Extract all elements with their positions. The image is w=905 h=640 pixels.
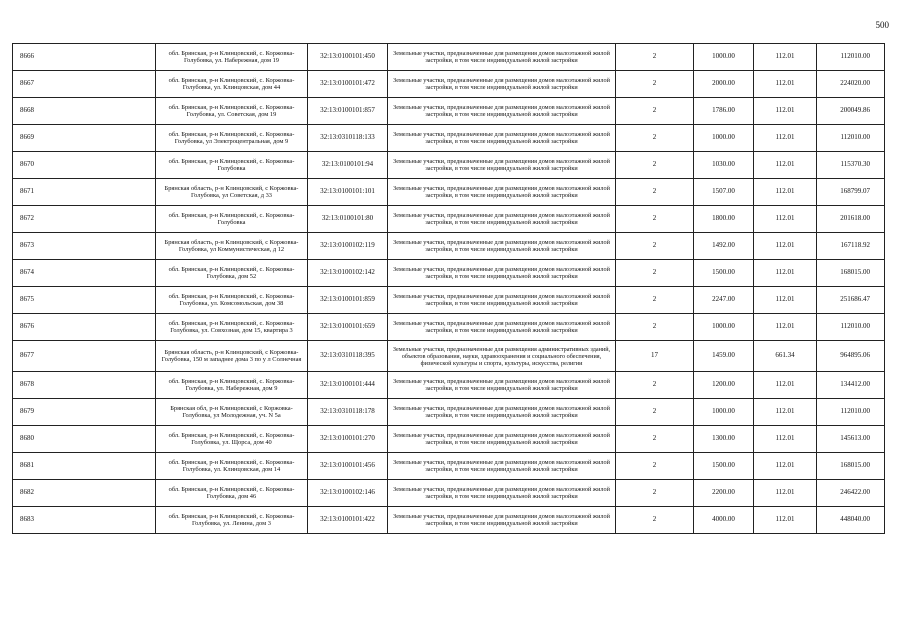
row-number: 8679 — [13, 399, 156, 426]
row-specific-value: 112.01 — [754, 399, 817, 426]
row-number: 8673 — [13, 233, 156, 260]
row-address: обл. Брянская, р-н Клинцовский, с. Коржовка-Голубовка, ул. Совхозная, дом 15, квартира 3 — [156, 314, 308, 341]
row-cadastral-number: 32:13:0100101:859 — [308, 287, 388, 314]
row-cadastral-number: 32:13:0100102:142 — [308, 260, 388, 287]
row-address: Брянская область, р-н Клинцовский, с Коржовка-Голубовка, ул Советская, д 33 — [156, 179, 308, 206]
row-number: 8667 — [13, 71, 156, 98]
row-area: 1000.00 — [694, 125, 754, 152]
row-area: 1000.00 — [694, 314, 754, 341]
table-body — [13, 44, 885, 534]
row-address: Брянская обл, р-н Клинцовский, с Коржовка-Голубовка, ул Молодежная, уч. N 5а — [156, 399, 308, 426]
row-area: 2247.00 — [694, 287, 754, 314]
row-cadastral-value: 224020.00 — [817, 71, 885, 98]
table-row — [13, 287, 885, 314]
row-area: 1459.00 — [694, 341, 754, 372]
row-number: 8674 — [13, 260, 156, 287]
row-use-group: 2 — [616, 152, 694, 179]
row-land-use: Земельные участки, предназначенные для размещения домов малоэтажной жилой застройки, в том числе индивидуальной жилой застройки — [388, 287, 616, 314]
table-row — [13, 341, 885, 372]
row-use-group: 2 — [616, 399, 694, 426]
table-row — [13, 152, 885, 179]
row-land-use: Земельные участки, предназначенные для размещения домов малоэтажной жилой застройки, в том числе индивидуальной жилой застройки — [388, 98, 616, 125]
row-cadastral-value: 168799.07 — [817, 179, 885, 206]
row-number: 8680 — [13, 426, 156, 453]
table-row — [13, 179, 885, 206]
row-area: 1800.00 — [694, 206, 754, 233]
table-row — [13, 426, 885, 453]
row-cadastral-number: 32:13:0100101:422 — [308, 507, 388, 534]
row-address: обл. Брянская, р-н Клинцовский, с. Коржовка-Голубовка, ул. Клинцовская, дом 14 — [156, 453, 308, 480]
row-cadastral-number: 32:13:0100101:80 — [308, 206, 388, 233]
row-land-use: Земельные участки, предназначенные для размещения домов малоэтажной жилой застройки, в том числе индивидуальной жилой застройки — [388, 372, 616, 399]
row-area: 1030.00 — [694, 152, 754, 179]
row-area: 1492.00 — [694, 233, 754, 260]
row-specific-value: 112.01 — [754, 260, 817, 287]
row-cadastral-number: 32:13:0100101:94 — [308, 152, 388, 179]
row-number: 8666 — [13, 44, 156, 71]
row-use-group: 17 — [616, 341, 694, 372]
row-specific-value: 112.01 — [754, 507, 817, 534]
row-address: обл. Брянская, р-н Клинцовский, с. Коржовка-Голубовка, ул. Набережная, дом 9 — [156, 372, 308, 399]
row-number: 8668 — [13, 98, 156, 125]
row-specific-value: 112.01 — [754, 314, 817, 341]
row-address: Брянская область, р-н Клинцовский, с Коржовка-Голубовка, 150 м западнее дома 3 по у л Солнечная — [156, 341, 308, 372]
row-address: обл. Брянская, р-н Клинцовский, с. Коржовка-Голубовка, дом 52 — [156, 260, 308, 287]
table-row — [13, 98, 885, 125]
row-land-use: Земельные участки, предназначенные для размещения домов малоэтажной жилой застройки, в том числе индивидуальной жилой застройки — [388, 507, 616, 534]
row-specific-value: 112.01 — [754, 372, 817, 399]
row-area: 1000.00 — [694, 399, 754, 426]
row-cadastral-value: 112010.00 — [817, 125, 885, 152]
row-number: 8678 — [13, 372, 156, 399]
row-land-use: Земельные участки, предназначенные для размещения административных зданий, объектов образования, науки, здравоохранения и социального обеспечения, физической культуры и спорта, культуры, искусства, религии — [388, 341, 616, 372]
row-cadastral-number: 32:13:0100101:450 — [308, 44, 388, 71]
row-area: 1000.00 — [694, 44, 754, 71]
row-address: обл. Брянская, р-н Клинцовский, с. Коржовка-Голубовка, ул. Ленина, дом 3 — [156, 507, 308, 534]
row-cadastral-value: 964895.06 — [817, 341, 885, 372]
row-number: 8681 — [13, 453, 156, 480]
row-specific-value: 112.01 — [754, 179, 817, 206]
row-cadastral-value: 251686.47 — [817, 287, 885, 314]
row-use-group: 2 — [616, 206, 694, 233]
table-row — [13, 44, 885, 71]
row-cadastral-value: 201618.00 — [817, 206, 885, 233]
row-land-use: Земельные участки, предназначенные для размещения домов малоэтажной жилой застройки, в том числе индивидуальной жилой застройки — [388, 426, 616, 453]
row-use-group: 2 — [616, 314, 694, 341]
table-row — [13, 314, 885, 341]
row-cadastral-value: 246422.00 — [817, 480, 885, 507]
row-area: 1300.00 — [694, 426, 754, 453]
row-use-group: 2 — [616, 426, 694, 453]
row-cadastral-value: 448040.00 — [817, 507, 885, 534]
row-land-use: Земельные участки, предназначенные для размещения домов малоэтажной жилой застройки, в том числе индивидуальной жилой застройки — [388, 44, 616, 71]
row-land-use: Земельные участки, предназначенные для размещения домов малоэтажной жилой застройки, в том числе индивидуальной жилой застройки — [388, 71, 616, 98]
row-cadastral-value: 134412.00 — [817, 372, 885, 399]
table-row — [13, 206, 885, 233]
row-use-group: 2 — [616, 98, 694, 125]
row-number: 8676 — [13, 314, 156, 341]
row-land-use: Земельные участки, предназначенные для размещения домов малоэтажной жилой застройки, в том числе индивидуальной жилой застройки — [388, 399, 616, 426]
table-row — [13, 480, 885, 507]
row-use-group: 2 — [616, 507, 694, 534]
row-land-use: Земельные участки, предназначенные для размещения домов малоэтажной жилой застройки, в том числе индивидуальной жилой застройки — [388, 152, 616, 179]
row-land-use: Земельные участки, предназначенные для размещения домов малоэтажной жилой застройки, в том числе индивидуальной жилой застройки — [388, 233, 616, 260]
row-address: обл. Брянская, р-н Клинцовский, с. Коржовка-Голубовка, дом 46 — [156, 480, 308, 507]
row-cadastral-number: 32:13:0310118:133 — [308, 125, 388, 152]
row-number: 8669 — [13, 125, 156, 152]
row-specific-value: 661.34 — [754, 341, 817, 372]
table-row — [13, 399, 885, 426]
row-specific-value: 112.01 — [754, 152, 817, 179]
page-number: 500 — [875, 20, 889, 30]
row-specific-value: 112.01 — [754, 453, 817, 480]
row-land-use: Земельные участки, предназначенные для размещения домов малоэтажной жилой застройки, в том числе индивидуальной жилой застройки — [388, 125, 616, 152]
row-land-use: Земельные участки, предназначенные для размещения домов малоэтажной жилой застройки, в том числе индивидуальной жилой застройки — [388, 179, 616, 206]
row-cadastral-number: 32:13:0100102:119 — [308, 233, 388, 260]
land-parcels-table — [12, 43, 885, 534]
row-use-group: 2 — [616, 125, 694, 152]
row-use-group: 2 — [616, 44, 694, 71]
row-address: обл. Брянская, р-н Клинцовский, с. Коржовка-Голубовка, ул. Набережная, дом 19 — [156, 44, 308, 71]
table-row — [13, 453, 885, 480]
row-cadastral-value: 145613.00 — [817, 426, 885, 453]
row-area: 4000.00 — [694, 507, 754, 534]
row-cadastral-value: 168015.00 — [817, 453, 885, 480]
row-cadastral-value: 112010.00 — [817, 44, 885, 71]
row-area: 2200.00 — [694, 480, 754, 507]
row-area: 1500.00 — [694, 453, 754, 480]
row-address: обл. Брянская, р-н Клинцовский, с. Коржовка-Голубовка, ул Электроцентральная, дом 9 — [156, 125, 308, 152]
row-specific-value: 112.01 — [754, 71, 817, 98]
row-specific-value: 112.01 — [754, 233, 817, 260]
table-row — [13, 233, 885, 260]
row-address: обл. Брянская, р-н Клинцовский, с. Коржовка-Голубовка, ул. Советская, дом 19 — [156, 98, 308, 125]
row-land-use: Земельные участки, предназначенные для размещения домов малоэтажной жилой застройки, в том числе индивидуальной жилой застройки — [388, 206, 616, 233]
row-cadastral-number: 32:13:0310118:395 — [308, 341, 388, 372]
row-cadastral-number: 32:13:0100101:456 — [308, 453, 388, 480]
row-cadastral-number: 32:13:0100101:472 — [308, 71, 388, 98]
row-number: 8682 — [13, 480, 156, 507]
row-cadastral-value: 167118.92 — [817, 233, 885, 260]
row-cadastral-number: 32:13:0100101:857 — [308, 98, 388, 125]
row-land-use: Земельные участки, предназначенные для размещения домов малоэтажной жилой застройки, в том числе индивидуальной жилой застройки — [388, 314, 616, 341]
row-use-group: 2 — [616, 287, 694, 314]
row-cadastral-value: 112010.00 — [817, 314, 885, 341]
row-number: 8675 — [13, 287, 156, 314]
row-number: 8683 — [13, 507, 156, 534]
row-cadastral-number: 32:13:0100101:101 — [308, 179, 388, 206]
row-specific-value: 112.01 — [754, 426, 817, 453]
table-row — [13, 372, 885, 399]
row-cadastral-value: 168015.00 — [817, 260, 885, 287]
row-area: 1786.00 — [694, 98, 754, 125]
table-row — [13, 125, 885, 152]
row-cadastral-value: 115370.30 — [817, 152, 885, 179]
row-address: обл. Брянская, р-н Клинцовский, с. Коржовка-Голубовка, ул. Щорса, дом 40 — [156, 426, 308, 453]
row-specific-value: 112.01 — [754, 98, 817, 125]
row-number: 8670 — [13, 152, 156, 179]
row-use-group: 2 — [616, 372, 694, 399]
row-specific-value: 112.01 — [754, 480, 817, 507]
row-cadastral-number: 32:13:0100102:146 — [308, 480, 388, 507]
row-address: обл. Брянская, р-н Клинцовский, с. Коржовка-Голубовка, ул. Клинцовская, дом 44 — [156, 71, 308, 98]
row-cadastral-number: 32:13:0310118:178 — [308, 399, 388, 426]
row-specific-value: 112.01 — [754, 287, 817, 314]
row-use-group: 2 — [616, 71, 694, 98]
row-use-group: 2 — [616, 179, 694, 206]
row-use-group: 2 — [616, 453, 694, 480]
table-row — [13, 260, 885, 287]
row-cadastral-number: 32:13:0100101:444 — [308, 372, 388, 399]
row-cadastral-value: 200049.86 — [817, 98, 885, 125]
row-address: обл. Брянская, р-н Клинцовский, с. Коржовка-Голубовка — [156, 152, 308, 179]
row-cadastral-number: 32:13:0100101:659 — [308, 314, 388, 341]
table-row — [13, 71, 885, 98]
row-number: 8677 — [13, 341, 156, 372]
row-use-group: 2 — [616, 233, 694, 260]
table-row — [13, 507, 885, 534]
row-number: 8671 — [13, 179, 156, 206]
row-area: 1200.00 — [694, 372, 754, 399]
row-address: Брянская область, р-н Клинцовский, с Коржовка-Голубовка, ул Коммунистическая, д 12 — [156, 233, 308, 260]
row-land-use: Земельные участки, предназначенные для размещения домов малоэтажной жилой застройки, в том числе индивидуальной жилой застройки — [388, 260, 616, 287]
row-specific-value: 112.01 — [754, 206, 817, 233]
row-area: 1500.00 — [694, 260, 754, 287]
row-address: обл. Брянская, р-н Клинцовский, с. Коржовка-Голубовка — [156, 206, 308, 233]
row-specific-value: 112.01 — [754, 44, 817, 71]
row-area: 2000.00 — [694, 71, 754, 98]
row-cadastral-value: 112010.00 — [817, 399, 885, 426]
row-use-group: 2 — [616, 480, 694, 507]
row-address: обл. Брянская, р-н Клинцовский, с. Коржовка-Голубовка, ул. Комсомольская, дом 38 — [156, 287, 308, 314]
row-number: 8672 — [13, 206, 156, 233]
row-use-group: 2 — [616, 260, 694, 287]
row-land-use: Земельные участки, предназначенные для размещения домов малоэтажной жилой застройки, в том числе индивидуальной жилой застройки — [388, 453, 616, 480]
row-specific-value: 112.01 — [754, 125, 817, 152]
row-area: 1507.00 — [694, 179, 754, 206]
row-land-use: Земельные участки, предназначенные для размещения домов малоэтажной жилой застройки, в том числе индивидуальной жилой застройки — [388, 480, 616, 507]
row-cadastral-number: 32:13:0100101:270 — [308, 426, 388, 453]
